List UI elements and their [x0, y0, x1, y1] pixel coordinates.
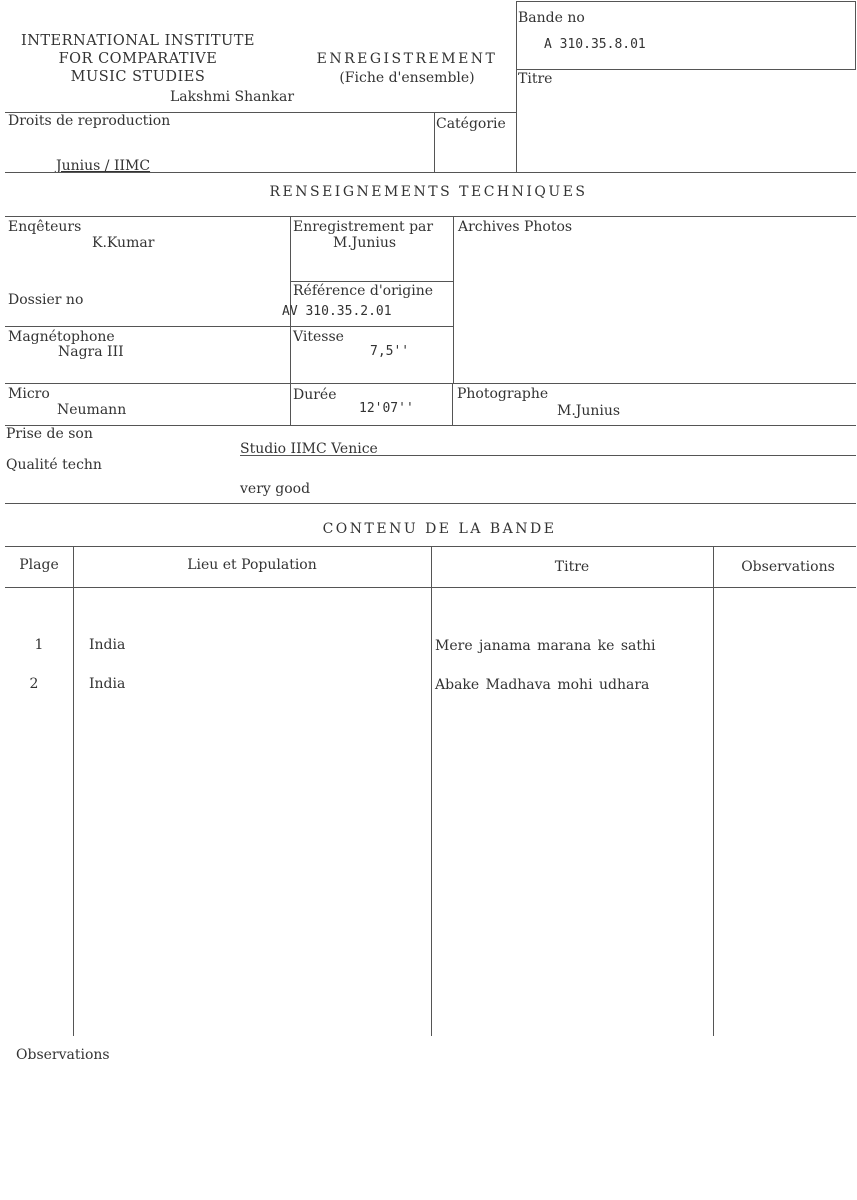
rule-enreg-bottom [290, 281, 453, 282]
form-title: ENREGISTREMENT [316, 51, 498, 67]
categorie-label: Catégorie [436, 116, 506, 132]
rule-right-edge [855, 1, 856, 69]
archives-label: Archives Photos [458, 219, 573, 235]
col-header-observations: Observations [741, 559, 835, 575]
duree-label: Durée [293, 387, 337, 403]
rule-bande-bottom [516, 69, 856, 70]
row-lieu: India [89, 676, 126, 692]
col-header-plage: Plage [19, 557, 59, 573]
micro-label: Micro [8, 386, 50, 402]
rule-micro-bottom [5, 425, 856, 426]
contents-heading: CONTENU DE LA BANDE [322, 521, 557, 537]
photographe-label: Photographe [457, 386, 549, 402]
droits-label: Droits de reproduction [8, 113, 171, 129]
row-titre: Abake Madhava mohi udhara [435, 677, 650, 693]
rule-col-plage [73, 546, 74, 1036]
prise-value: Studio IIMC Venice [240, 441, 378, 457]
reference-value: AV 310.35.2.01 [282, 304, 392, 319]
rule-col-lieu [431, 546, 432, 1036]
row-titre: Mere janama marana ke sathi [435, 638, 656, 654]
enqueteurs-value: K.Kumar [92, 235, 155, 251]
photographe-value: M.Junius [557, 403, 621, 419]
rule-header-vertical [516, 1, 517, 172]
institute-line-1: INTERNATIONAL INSTITUTE [20, 33, 256, 49]
vitesse-value: 7,5'' [370, 344, 410, 359]
enregistrement-label: Enregistrement par [293, 219, 434, 235]
duree-value: 12'07'' [359, 401, 414, 416]
bande-value: A 310.35.8.01 [544, 37, 646, 52]
col-header-titre: Titre [554, 559, 590, 575]
observations-label: Observations [16, 1047, 110, 1063]
rule-col-titre [713, 546, 714, 1036]
rule-tech-bottom [5, 503, 856, 504]
reference-label: Référence d'origine [293, 283, 434, 299]
enregistrement-value: M.Junius [333, 235, 397, 251]
artist-name: Lakshmi Shankar [170, 89, 295, 105]
col-header-lieu: Lieu et Population [187, 557, 317, 573]
institute-line-3: MUSIC STUDIES [70, 69, 206, 85]
row-plage: 1 [34, 637, 44, 653]
vitesse-label: Vitesse [293, 329, 344, 345]
rule-tech-col2 [453, 216, 454, 384]
rule-tech-top [5, 216, 856, 217]
technical-heading: RENSEIGNEMENTS TECHNIQUES [269, 184, 588, 200]
rule-rights-bottom [5, 172, 856, 173]
magnetophone-label: Magnétophone [8, 329, 115, 345]
rule-magneto-bottom [5, 383, 856, 384]
institute-line-2: FOR COMPARATIVE [58, 51, 218, 67]
rule-tech-col1 [290, 216, 291, 425]
rule-dossier-bottom [5, 326, 453, 327]
bande-label: Bande no [518, 10, 585, 26]
rule-top-right [516, 1, 856, 2]
rule-categorie-left [434, 112, 435, 172]
qualite-label: Qualité techn [6, 457, 102, 473]
rule-tech-col2-lower [452, 384, 453, 425]
row-plage: 2 [29, 676, 39, 692]
magnetophone-value: Nagra III [58, 344, 124, 360]
row-lieu: India [89, 637, 126, 653]
micro-value: Neumann [57, 402, 127, 418]
droits-value: Junius / IIMC [56, 158, 151, 174]
enqueteurs-label: Enqêteurs [8, 219, 82, 235]
titre-label: Titre [518, 71, 553, 87]
prise-label: Prise de son [6, 426, 93, 442]
dossier-label: Dossier no [8, 292, 84, 308]
rule-prise-underline [240, 455, 856, 456]
qualite-value: very good [240, 481, 311, 497]
form-subtitle: (Fiche d'ensemble) [339, 70, 475, 86]
